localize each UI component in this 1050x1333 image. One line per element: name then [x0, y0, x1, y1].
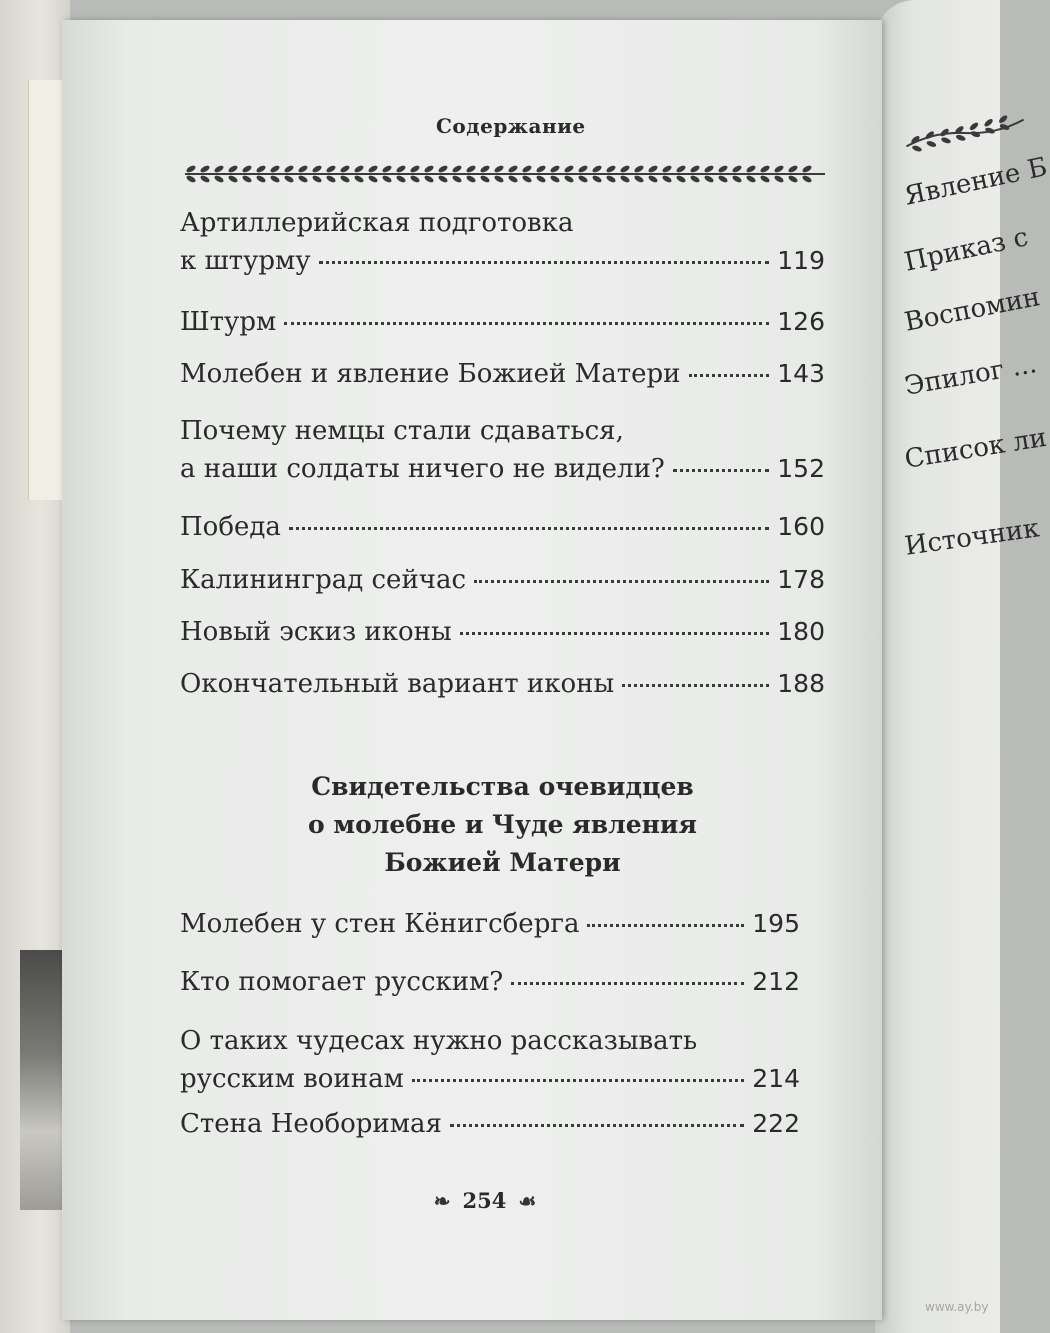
- toc-entry-title: Штурм: [180, 307, 277, 337]
- ornament-leaf: [507, 174, 518, 184]
- right-page-fragment: Эпилог ...: [902, 349, 1039, 402]
- ornament-leaf: [563, 174, 574, 184]
- watermark: www.ay.by: [925, 1300, 989, 1314]
- ornament-leaf: [745, 174, 756, 184]
- ornament-leaf: [731, 164, 742, 174]
- toc-entry-line: [180, 205, 825, 242]
- dot-leader: [460, 612, 770, 635]
- ornament-leaf: [451, 174, 462, 184]
- right-page-ornament: [903, 108, 1026, 158]
- running-head-text: Содержание: [436, 114, 586, 138]
- toc-entry[interactable]: [180, 561, 825, 599]
- ornament-leaf: [787, 174, 798, 184]
- ornament-leaf: [255, 164, 266, 174]
- ornament-leaf: [339, 174, 350, 184]
- ornament-leaf: [787, 164, 798, 174]
- ornament-leaf: [717, 174, 728, 184]
- header-ornament: [185, 160, 825, 188]
- dot-leader: [412, 1059, 744, 1082]
- ornament-leaf: [199, 174, 210, 184]
- ornament-leaf: [409, 164, 420, 174]
- ornament-leaf: [227, 174, 238, 184]
- ornament-leaf: [801, 174, 812, 184]
- ornament-leaf: [423, 164, 434, 174]
- ornament-leaf: [367, 174, 378, 184]
- ornament-leaf: [283, 164, 294, 174]
- ornament-leaf: [311, 164, 322, 174]
- toc-entry[interactable]: [180, 963, 800, 1001]
- ornament-leaf: [745, 164, 756, 174]
- ornament-leaf: [661, 174, 672, 184]
- page-number: [410, 1188, 560, 1213]
- ornament-leaf: [255, 174, 266, 184]
- ornament-leaf: [465, 174, 476, 184]
- ornament-leaf: [241, 174, 252, 184]
- right-page-fragment: Приказ с: [901, 222, 1031, 278]
- toc-entry-line: [180, 613, 825, 651]
- toc-page-number: 195: [752, 909, 800, 938]
- ornament-leaf: [353, 174, 364, 184]
- ornament-leaf: [283, 174, 294, 184]
- toc-entry[interactable]: [180, 508, 825, 546]
- ornament-leaf: [759, 164, 770, 174]
- ornament-leaf: [647, 174, 658, 184]
- ornament-leaf: [633, 174, 644, 184]
- ornament-leaf: [269, 164, 280, 174]
- toc-entry-title: к штурму: [180, 246, 311, 276]
- toc-page-number: 222: [752, 1109, 800, 1138]
- leaf-ornament-icon: ☙: [518, 1188, 537, 1213]
- dot-leader: [319, 241, 770, 264]
- ornament-leaf: [605, 174, 616, 184]
- ornament-leaf: [437, 164, 448, 174]
- right-page-fragment: Список ли: [902, 422, 1049, 475]
- toc-entry-line: [180, 303, 825, 341]
- ornament-leaf: [773, 164, 784, 174]
- toc-page-number: 160: [777, 512, 825, 541]
- dot-leader: [587, 904, 744, 927]
- toc-entry[interactable]: [180, 413, 825, 488]
- toc-entry-title: Почему немцы стали сдаваться,: [180, 416, 624, 446]
- ornament-leaf: [185, 164, 196, 174]
- ornament-leaf: [619, 174, 630, 184]
- ornament-leaf: [521, 164, 532, 174]
- dot-leader: [673, 449, 769, 472]
- ornament-leaf: [395, 164, 406, 174]
- dot-leader: [511, 962, 744, 985]
- ornament-leaf: [297, 164, 308, 174]
- toc-entry-line: [180, 561, 825, 599]
- toc-entry-title: Артиллерийская подготовка: [180, 208, 574, 238]
- toc-entry[interactable]: [180, 1023, 800, 1098]
- background-left: [0, 0, 70, 1333]
- dot-leader: [289, 507, 769, 530]
- toc-entry-title: Новый эскиз иконы: [180, 617, 452, 647]
- right-page: [875, 0, 1050, 1333]
- toc-page-number: 143: [777, 359, 825, 388]
- toc-entry-line: [180, 242, 825, 280]
- toc-page-number: 188: [777, 669, 825, 698]
- dot-leader: [474, 560, 769, 583]
- ornament-leaf: [675, 174, 686, 184]
- toc-entry[interactable]: [180, 355, 825, 393]
- ornament-leaf: [381, 164, 392, 174]
- ornament-leaf: [423, 174, 434, 184]
- ornament-leaf: [535, 174, 546, 184]
- ornament-leaf: [535, 164, 546, 174]
- toc-entry-line: [180, 355, 825, 393]
- ornament-leaf: [549, 174, 560, 184]
- right-page-fragment: Явление Б: [901, 152, 1050, 212]
- toc-entry-line: [180, 508, 825, 546]
- toc-entry[interactable]: [180, 613, 825, 651]
- ornament-leaf: [367, 164, 378, 174]
- toc-entry[interactable]: [180, 665, 825, 703]
- toc-entry-line: [180, 665, 825, 703]
- ornament-leaf: [479, 164, 490, 174]
- right-page-fragment: Воспомин: [902, 282, 1043, 338]
- ornament-leaf: [675, 164, 686, 174]
- ornament-leaf: [479, 174, 490, 184]
- ornament-leaf: [801, 164, 812, 174]
- ornament-leaf: [339, 164, 350, 174]
- toc-entry-line: [180, 905, 800, 943]
- toc-entry-title: Кто помогает русским?: [180, 967, 504, 997]
- ornament-leaf: [689, 174, 700, 184]
- toc-entry-line: [180, 413, 825, 450]
- dot-leader: [622, 664, 769, 687]
- ornament-leaf: [493, 174, 504, 184]
- ornament-leaf: [717, 164, 728, 174]
- toc-entry-title: русским воинам: [180, 1064, 404, 1094]
- toc-page-number: 212: [752, 967, 800, 996]
- page-number-text: 254: [462, 1188, 507, 1213]
- ornament-leaf: [633, 164, 644, 174]
- background-photo: [20, 950, 68, 1210]
- toc-entry-title: О таких чудесах нужно рассказывать: [180, 1026, 698, 1056]
- toc-page-number: 178: [777, 565, 825, 594]
- ornament-leaf: [773, 174, 784, 184]
- section-title: [180, 768, 825, 882]
- ornament-leaf: [325, 164, 336, 174]
- ornament-leaf: [703, 174, 714, 184]
- dot-leader: [450, 1104, 744, 1127]
- toc-entry-line: [180, 1060, 800, 1098]
- toc-page-number: 214: [752, 1064, 800, 1093]
- ornament-leaf: [605, 164, 616, 174]
- ornament-leaf: [213, 164, 224, 174]
- ornament-leaf: [297, 174, 308, 184]
- ornament-leaf: [591, 164, 602, 174]
- section-title-line: о молебне и Чуде явления: [308, 810, 697, 839]
- background-ledger-paper: [28, 80, 65, 500]
- toc-entry-line: [180, 450, 825, 488]
- ornament-leaf: [619, 164, 630, 174]
- toc-entry-title: Молебен у стен Кёнигсберга: [180, 909, 580, 939]
- toc-entry[interactable]: [180, 205, 825, 280]
- ornament-leaf: [521, 174, 532, 184]
- ornament-leaf: [661, 164, 672, 174]
- section-title-line: Свидетельства очевидцев: [311, 772, 694, 801]
- section-title-line: Божией Матери: [384, 848, 621, 877]
- ornament-leaf: [241, 164, 252, 174]
- toc-entry-title: Окончательный вариант иконы: [180, 669, 615, 699]
- ornament-leaf: [591, 174, 602, 184]
- ornament-leaf: [227, 164, 238, 174]
- leaf-ornament-icon: ❧: [433, 1188, 451, 1213]
- ornament-leaf: [395, 174, 406, 184]
- toc-page-number: 180: [777, 617, 825, 646]
- ornament-leaf: [493, 164, 504, 174]
- toc-entry-title: Победа: [180, 512, 281, 542]
- ornament-leaf: [185, 174, 196, 184]
- ornament-leaf: [213, 174, 224, 184]
- ornament-leaf: [689, 164, 700, 174]
- ornament-leaf: [381, 174, 392, 184]
- ornament-leaf: [577, 174, 588, 184]
- ornament-leaf: [647, 164, 658, 174]
- toc-page-number: 152: [777, 454, 825, 483]
- dot-leader: [284, 302, 769, 325]
- ornament-leaf: [409, 174, 420, 184]
- ornament-leaf: [703, 164, 714, 174]
- ornament-leaf: [507, 164, 518, 174]
- toc-entry-title: Молебен и явление Божией Матери: [180, 359, 681, 389]
- right-page-fragment: Источник: [902, 513, 1042, 562]
- ornament-leaf: [731, 174, 742, 184]
- ornament-leaf: [353, 164, 364, 174]
- toc-entry[interactable]: [180, 905, 800, 943]
- ornament-leaf: [437, 174, 448, 184]
- toc-page-number: 119: [777, 246, 825, 275]
- ornament-leaf: [563, 164, 574, 174]
- toc-page-number: 126: [777, 307, 825, 336]
- toc-entry-line: [180, 1023, 800, 1060]
- ornament-leaf: [465, 164, 476, 174]
- ornament-leaf: [325, 174, 336, 184]
- ornament-leaf: [451, 164, 462, 174]
- toc-entry[interactable]: [180, 1105, 800, 1143]
- toc-entry[interactable]: [180, 303, 825, 341]
- toc-entry-line: [180, 1105, 800, 1143]
- ornament-leaf: [759, 174, 770, 184]
- ornament-leaf: [199, 164, 210, 174]
- toc-entry-title: Стена Необоримая: [180, 1109, 442, 1139]
- dot-leader: [689, 354, 770, 377]
- ornament-leaf: [269, 174, 280, 184]
- ornament-leaf: [577, 164, 588, 174]
- toc-entry-title: а наши солдаты ничего не видели?: [180, 454, 665, 484]
- toc-entry-title: Калининград сейчас: [180, 565, 467, 595]
- toc-entry-line: [180, 963, 800, 1001]
- ornament-leaf: [549, 164, 560, 174]
- ornament-leaf: [311, 174, 322, 184]
